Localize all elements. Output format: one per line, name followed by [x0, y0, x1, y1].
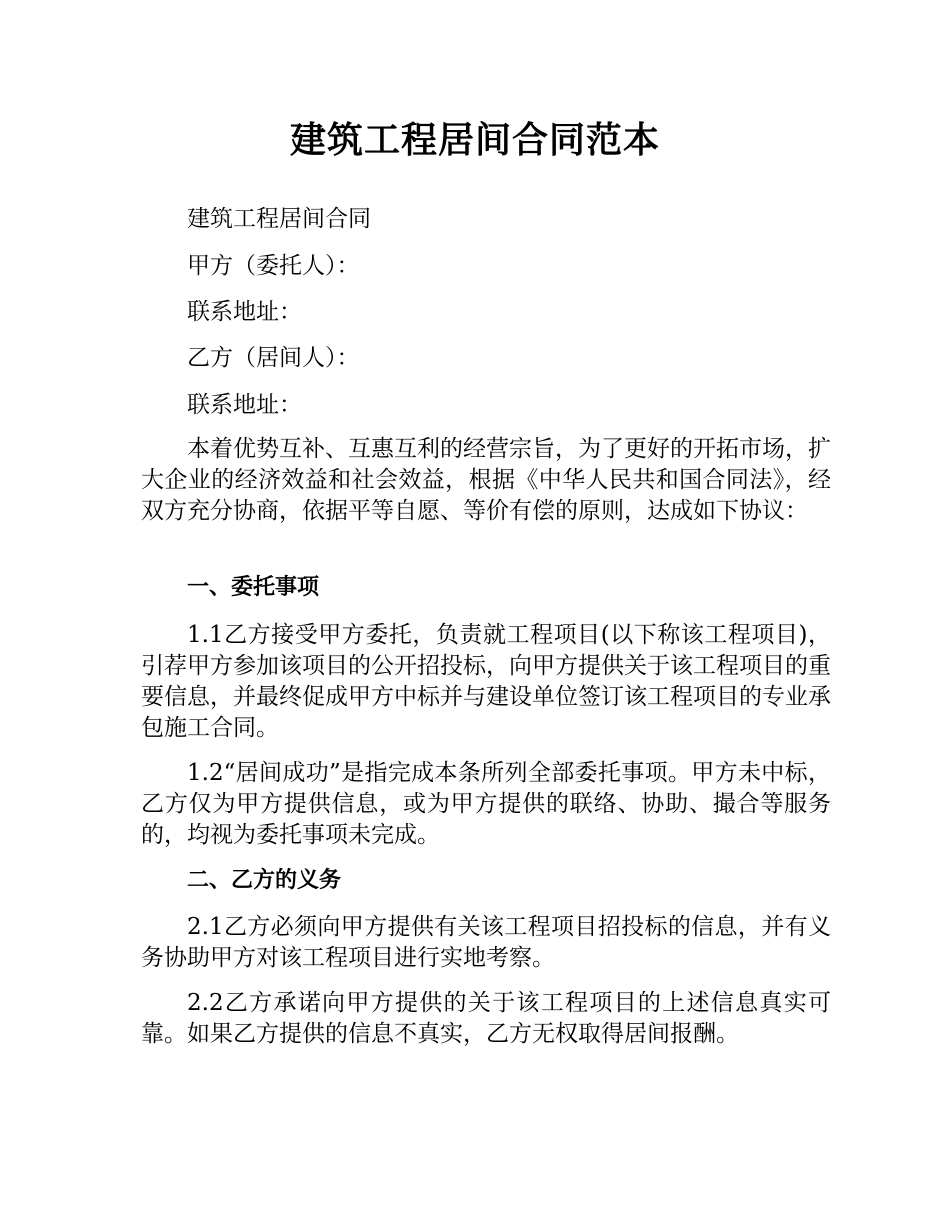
party-a-address-line: 联系地址： — [187, 299, 302, 325]
clause-paragraph: 2.2乙方承诺向甲方提供的关于该工程项目的上述信息真实可靠。如果乙方提供的信息不真实，乙方无权取得居间报酬。 — [141, 990, 831, 1047]
contract-subtitle: 建筑工程居间合同 — [187, 206, 371, 232]
party-a-line: 甲方（委托人）： — [187, 253, 360, 279]
section-heading: 二、乙方的义务 — [187, 868, 342, 893]
preamble-paragraph: 本着优势互补、互惠互利的经营宗旨，为了更好的开拓市场，扩大企业的经济效益和社会效益，根据《中华人民共和国合同法》，经双方充分协商，依据平等自愿、等价有偿的原则，达成如下协议： — [141, 436, 831, 524]
document-title: 建筑工程居间合同范本 — [289, 120, 660, 161]
party-b-address-line: 联系地址： — [187, 392, 302, 418]
clause-paragraph: 2.1乙方必须向甲方提供有关该工程项目招投标的信息，并有义务协助甲方对该工程项目进行实地考察。 — [141, 914, 831, 971]
section-heading: 一、委托事项 — [187, 575, 320, 600]
clause-paragraph: 1.2“居间成功”是指完成本条所列全部委托事项。甲方未中标，乙方仅为甲方提供信息，或为甲方提供的联络、协助、撮合等服务的，均视为委托事项未完成。 — [141, 760, 831, 848]
party-b-line: 乙方（居间人）： — [187, 345, 360, 371]
clause-paragraph: 1.1乙方接受甲方委托，负责就工程项目(以下称该工程项目)，引荐甲方参加该项目的公开招投标，向甲方提供关于该工程项目的重要信息，并最终促成甲方中标并与建设单位签订该工程项目的专业承包施工合同。 — [141, 622, 831, 741]
